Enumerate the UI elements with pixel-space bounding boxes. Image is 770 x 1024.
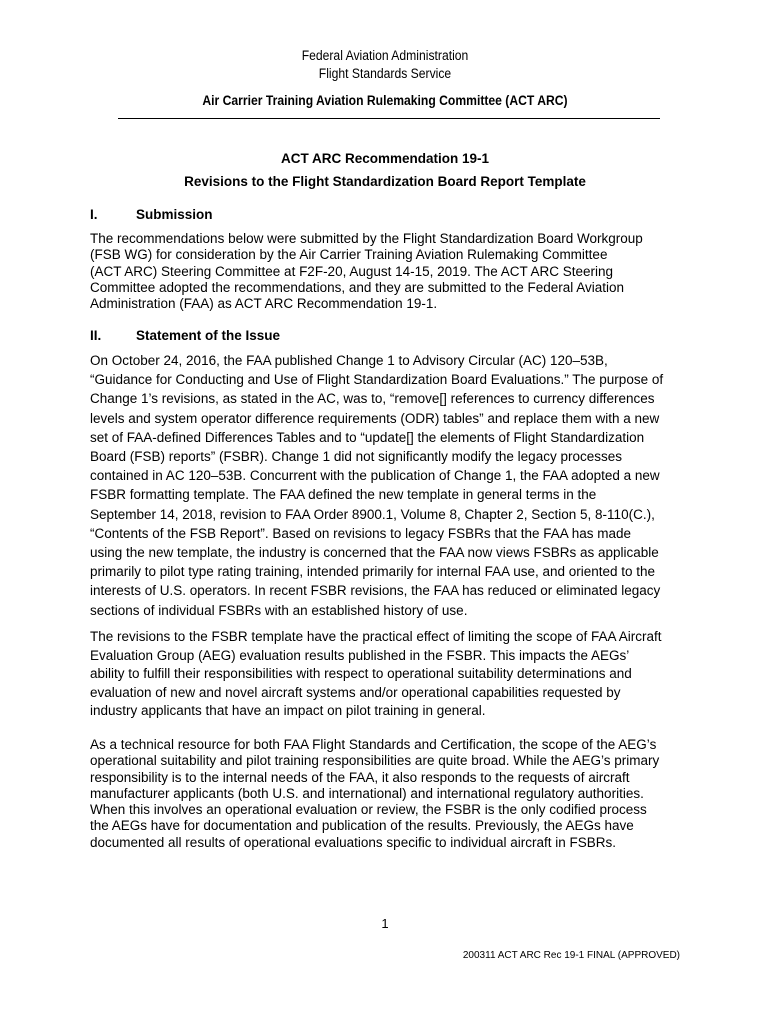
recommendation-subject: Revisions to the Flight Standardization Board Report Template [184,174,586,189]
text-line: The recommendations below were submitted by the Flight Standardization Board Workgroup [90,231,643,246]
paragraph-submission [90,231,690,312]
footer-document-id: 200311 ACT ARC Rec 19-1 FINAL (APPROVED) [462,950,680,961]
text-line: On October 24, 2016, the FAA published Change 1 to Advisory Circular (AC) 120–53B, [90,353,608,368]
section-title: Statement of the Issue [136,328,281,343]
text-line: When this involves an operational evaluation or review, the FSBR is the only codified process [90,802,647,818]
text-line: sections of individual FSBRs with an established history of use. [90,602,468,618]
text-line: manufacturer applicants (both U.S. and international) and international regulatory authorities. [90,785,644,801]
text-line: FSBR formatting template. The FAA defined the new template in general terms in the [90,487,597,503]
header-rule [118,118,660,119]
text-line: operational suitability and pilot training responsibilities are quite broad. While the AEG’s primary [90,753,660,769]
header-committee: Air Carrier Training Aviation Rulemaking Committee (ACT ARC) [202,93,568,108]
header-service: Flight Standards Service [318,66,452,81]
text-line: Committee adopted the recommendations, and they are submitted to the Federal Aviation [90,279,625,295]
text-line: “Guidance for Conducting and Use of Flight Standardization Board Evaluations.” The purpose of [90,372,664,388]
paragraph-statement-2 [90,628,690,721]
text-line: Administration (FAA) as ACT ARC Recommendation 19-1. [90,296,438,312]
text-line: set of FAA-defined Differences Tables and to “update[] the elements of Flight Standardization [90,429,645,445]
section-number: I. [90,207,98,222]
text-line: (FSB WG) for consideration by the Air Carrier Training Aviation Rulemaking Committee [90,247,608,263]
text-line: “Contents of the FSB Report”. Based on revisions to legacy FSBRs that the FAA has made [90,525,632,541]
page-number: 1 [381,916,389,931]
text-line: Change 1’s revisions, as stated in the AC, was to, “remove[] references to currency differences [90,391,655,407]
text-line: interests of U.S. operators. In recent FSBR revisions, the FAA has reduced or eliminated legacy [90,583,661,599]
text-line: As a technical resource for both FAA Flight Standards and Certification, the scope of the AEG’s [90,737,657,752]
text-line: contained in AC 120–53B. Concurrent with the publication of Change 1, the FAA adopted a new [90,468,660,484]
section-number: II. [90,328,102,343]
recommendation-title: ACT ARC Recommendation 19-1 [280,151,490,166]
text-line: Board (FSB) reports” (FSBR). Change 1 did not significantly modify the legacy processes [90,449,622,465]
text-line: evaluation of new and novel aircraft systems and/or operational capabilities requested by [90,684,621,700]
text-line: September 14, 2018, revision to FAA Order 8900.1, Volume 8, Chapter 2, Section 5, 8-110(C.), [90,506,655,522]
header-agency: Federal Aviation Administration [301,48,469,63]
text-line: primarily to pilot type rating training, intended primarily for internal FAA use, and oriented to the [90,564,656,580]
text-line: using the new template, the industry is concerned that the FAA now views FSBRs as applicable [90,545,659,561]
section-heading-statement [90,327,280,345]
paragraph-statement-3 [90,737,690,851]
text-line: Evaluation Group (AEG) evaluation results published in the FSBR. This impacts the AEGs’ [90,647,630,663]
text-line: responsibility is to the internal needs of the FAA, it also responds to the requests of aircraft [90,769,630,785]
text-line: The revisions to the FSBR template have the practical effect of limiting the scope of FAA Aircraft [90,629,662,644]
text-line: documented all results of operational evaluations specific to individual aircraft in FSBRs. [90,834,617,850]
text-line: ability to fulfill their responsibilities with respect to operational suitability determinations and [90,666,632,682]
text-line: (ACT ARC) Steering Committee at F2F-20, August 14-15, 2019. The ACT ARC Steering [90,263,613,279]
text-line: levels and system operator difference requirements (ODR) tables” and replace them with a new [90,410,660,426]
section-title: Submission [136,207,213,222]
paragraph-statement-1 [90,351,690,620]
text-line: industry applicants that have an impact on pilot training in general. [90,703,486,719]
section-heading-submission [90,206,213,224]
text-line: the AEGs have for documentation and publication of the results. Previously, the AEGs have [90,818,634,834]
